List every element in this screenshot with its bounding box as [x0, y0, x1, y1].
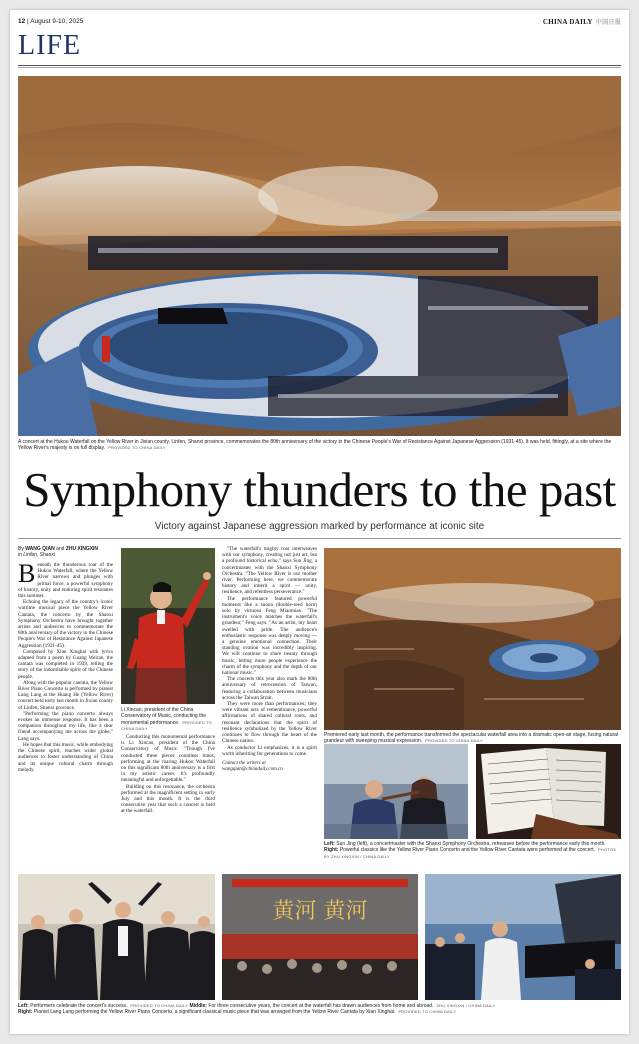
sheet-music-photo [476, 744, 621, 839]
masthead-title: CHINA DAILY [542, 18, 593, 26]
rehearsal-photo [324, 744, 468, 839]
audience-photo [222, 874, 418, 1000]
contact-email: wangqian@chinadaily.com.cn [222, 766, 283, 772]
headline-rule [18, 538, 621, 539]
issue-date: August 9-10, 2025 [30, 18, 84, 25]
waterfall-concert-image [18, 76, 621, 436]
article-paragraph: Echoing the legacy of the country's iconic wartime musical piece the Yellow River Cantata, the concerto by the Shanxi Symphony Orchestra have brought together artists and audiences to commemorate the 80th anniversary of the victory in the Chinese People's War of Resistance Against Japanese Aggression (1931-45). [18, 599, 113, 649]
pianist-photo [425, 874, 621, 1000]
subheadline: Victory against Japanese aggression marked by performance at iconic site [154, 521, 485, 532]
conductor-caption [121, 707, 215, 733]
conductor-photo [121, 548, 215, 704]
page-info: 12 | August 9-10, 2025 [18, 18, 84, 25]
sheet-music-image [476, 744, 621, 839]
byline-and: and [56, 546, 65, 552]
contact-info [222, 761, 317, 773]
audience-stage-image [222, 874, 418, 1000]
masthead [543, 17, 621, 26]
page-number: 12 [18, 18, 26, 25]
conductor-caption-text: Li Xincao, president of the China Conservatory of Music, conducting the monumental performance. [121, 707, 207, 726]
article-paragraph: "Performing the piano concerto always evokes an immense response. It has been a companion throughout my life, like a dear friend accompanying me across the globe," Lang says. [18, 710, 113, 742]
article-paragraph: As conductor Li emphasizes, it is a spirit worth inheriting for generations to come. [222, 744, 317, 757]
hero-caption [18, 439, 621, 452]
performers-photo [18, 874, 215, 1000]
byline-location: in Linfen, Shanxi [18, 552, 55, 558]
bottom-right-text: Pianist Lang Lang performing the Yellow River Piano Concerto, a significant classical music piece that was arranged from the Yellow River Cantata by Xian Xinghai. [33, 1009, 396, 1016]
page-header [18, 16, 621, 28]
stage-sign-text: 黄河 黄河 [272, 899, 368, 924]
waterfall-stage-image [324, 548, 621, 730]
bottom-left-label: Left: [18, 1003, 29, 1009]
article-paragraph: They were more than performances; they were vibrant acts of remembrance, powerful affirmations of shared cultural roots, and resonant declarations that the spirit of resilience symbolized by the Yellow River continues to flow through the heart of the Chinese nation. [222, 701, 317, 745]
paragraph-text: eneath the thunderous roar of the Hukou Waterfall, where the Yellow River narrows and plunges with primal force, a powerful symphony of history, unity and enduring spirit resonates this summer. [18, 562, 113, 600]
section-rule-thin [18, 67, 621, 68]
article-paragraph: Along with the popular cantata, the Yellow River Piano Concerto is performed by pianist Lang Lang at the Huang He (Yellow River) concert held early last month in Jixian county of Linfen, Shanxi province. [18, 679, 113, 711]
bottom-middle-text: For three consecutive years, the concert at the waterfall has drawn audiences from home and abroad. [208, 1003, 434, 1009]
waterfall-stage-credit: PROVIDED TO CHINA DAILY [425, 738, 483, 744]
bottom-captions [18, 1003, 621, 1016]
conductor-image [121, 548, 215, 704]
article-column-3 [222, 546, 317, 773]
article-paragraph: He hopes that this music, while embodying the Chinese spirit, reaches wider global audiences to foster understanding of China and its unique cultural charm through melody. [18, 741, 113, 773]
conductor-caption-credit: PROVIDED TO CHINA DAILY [121, 719, 212, 732]
contact-label: Contact the writers at [222, 760, 266, 766]
article-paragraph: "The waterfall's mighty roar interweaves with our symphony, creating not just art, but a profound historical echo," says Sun Jing, a concertmaster with the Shanxi Symphony Orchestra. "The Yellow River is our mother river. Performing here, we commemorate history and inherit a spirit — unity, resilience, and relentless perseverance." [222, 546, 317, 596]
performers-celebrate-image [18, 874, 215, 1000]
bottom-left-credit: PROVIDED TO CHINA DAILY [130, 1003, 189, 1008]
byline [18, 546, 113, 558]
article-paragraph: Building on this resonance, the orchestra performed at the magnificent setting in early July and this month. It is the third consecutive year that such a concert is held at the waterfall. [121, 783, 215, 815]
masthead-cn: 中国日报 [595, 20, 621, 26]
article-column-2 [121, 734, 215, 815]
hero-credit: PROVIDED TO CHINA DAILY [108, 445, 166, 451]
bottom-right-credit: PROVIDED TO CHINA DAILY [398, 1009, 457, 1015]
newspaper-page [10, 10, 629, 1034]
section-rule [18, 65, 621, 66]
rehearsal-credit: PHOTOS BY ZHU XINGXIN / CHINA DAILY [324, 847, 617, 859]
bottom-right-label: Right: [18, 1009, 33, 1016]
hero-caption-text: A concert at the Hukou Waterfall on the Yellow River in Jixian county, Linfen, Shanxi province, commemorates the 80th anniversary of the victory in the Chinese People's War of Resistance Against Japanese Aggression (1931-45). It was held, fittingly, at a site where the Yellow River's majesty is on full display. [18, 439, 612, 452]
bottom-middle-credit: ZHU XINGXIN / CHINA DAILY [436, 1003, 496, 1008]
section-title: LIFE [18, 30, 82, 61]
caption-right-text: Powerful classics like the Yellow River Piano Concerto and the Yellow River Cantata were performed at the concert. [339, 847, 595, 854]
article-paragraph: The concerts this year also mark the 80th anniversary of retrocession of Taiwan, featuring a collaboration between musicians across the Taiwan Strait. [222, 676, 317, 701]
bottom-left-text: Performers celebrate the concert's success. [30, 1003, 128, 1009]
waterfall-stage-caption-text: Premiered early last month, the performance transformed the spectacular waterfall area into a dramatic open-air stage, fusing natural grandeur with sweeping musical expression. [324, 732, 619, 745]
caption-left-label: Left: [324, 841, 335, 847]
headline: Symphony thunders to the past [23, 462, 616, 517]
violinists-image [324, 744, 468, 839]
byline-prefix: By [18, 546, 24, 552]
caption-left-text: Sun Jing (left), a concertmaster with the Shanxi Symphony Orchestra, rehearses before the performance early this month. [336, 841, 606, 847]
caption-right-label: Right: [324, 847, 339, 854]
article-paragraph: Composed by Xian Xinghai with lyrics adapted from a poem by Guang Weiran, the cantata was completed in 1939, telling the story of the indomitable spirit of the Chinese people. [18, 648, 113, 680]
waterfall-stage-caption [324, 732, 621, 745]
byline-author-1: WANG QIAN [25, 546, 55, 552]
article-paragraph: Conducting this monumental performance is Li Xincao, president of the China Conservatory of Music. "Though I've conducted these pieces countless times, performing at the roaring Hukou Waterfall on this significant 80th anniversary is a first in my artistic career. It's profoundly meaningful and unforgettable." [121, 734, 215, 784]
article-column-1 [18, 546, 113, 773]
lang-lang-piano-image [425, 874, 621, 1000]
byline-author-2: ZHU XINGXIN [65, 546, 99, 552]
waterfall-stage-photo [324, 548, 621, 730]
rehearsal-caption [324, 841, 621, 860]
dropcap: B [18, 559, 36, 588]
hero-photo [18, 76, 621, 436]
article-paragraph: The performance featured powerful moments like a suona (double-reed horn) solo by virtuoso Feng Miaomiao. "The instrument's voice matches the waterfall's grandeur," Feng says. "As an artist, my heart swelled with pride. The audience's enthusiastic response was deeply moving — a genuine emotional connection. Their standing ovation was incredibly inspiring. We will continue to share beauty through music, letting more people experience the charm of the symphony and the depth of our national music." [222, 595, 317, 677]
article-paragraph [18, 559, 113, 600]
bottom-middle-label: Middle: [189, 1003, 207, 1009]
